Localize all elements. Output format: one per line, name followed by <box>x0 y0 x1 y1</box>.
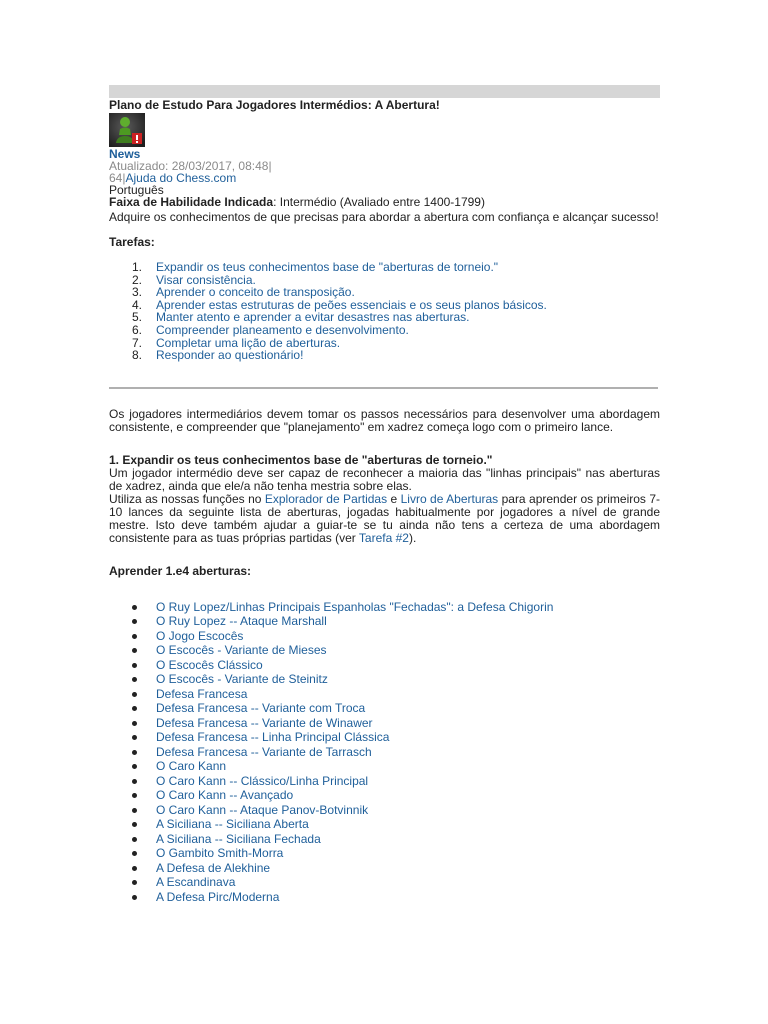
bullet-icon <box>132 735 137 740</box>
bullet-icon <box>132 750 137 755</box>
opening-item <box>109 701 660 716</box>
bullet-icon <box>132 793 137 798</box>
pawn-alert-icon[interactable] <box>109 113 145 147</box>
task2-link[interactable]: Tarefa #2 <box>358 530 409 545</box>
opening-link[interactable]: A Defesa de Alekhine <box>156 860 271 875</box>
task-item: 2. Visar consistência. <box>132 272 256 287</box>
opening-link[interactable]: Defesa Francesa -- Variante de Tarrasch <box>156 744 372 759</box>
bullet-icon <box>132 634 137 639</box>
tasks-heading: Tarefas: <box>109 235 155 249</box>
task-item: 8. Responder ao questionário! <box>132 348 304 363</box>
task-item: 3. Aprender o conceito de transposição. <box>132 285 355 300</box>
intro-paragraph: Os jogadores intermediários devem tomar os passos necessários para desenvolver uma abordagem consistente, e compreender que "planejamento" em xadrez começa logo com o primeiro lance. <box>109 406 660 434</box>
opening-link[interactable]: Defesa Francesa -- Variante de Winawer <box>156 715 373 730</box>
tasks-list <box>109 261 660 362</box>
task-item: 7. Completar uma lição de aberturas. <box>132 335 341 350</box>
article-summary: Adquire os conhecimentos de que precisas para abordar a abertura com confiança e alcançar sucesso! <box>109 210 659 224</box>
opening-item <box>109 745 660 760</box>
author-count: 64| <box>109 171 126 185</box>
task-link[interactable]: Manter atento e aprender a evitar desastres nas aberturas. <box>156 310 470 325</box>
e4-openings-list <box>109 600 660 905</box>
opening-item <box>109 817 660 832</box>
task-link[interactable]: Completar uma lição de aberturas. <box>156 335 341 350</box>
bullet-icon <box>132 895 137 900</box>
opening-link[interactable]: O Ruy Lopez -- Ataque Marshall <box>156 614 327 629</box>
opening-item <box>109 658 660 673</box>
opening-item <box>109 672 660 687</box>
bullet-icon <box>132 866 137 871</box>
task-item: 4. Aprender estas estruturas de peões essenciais e os seus planos básicos. <box>132 297 547 312</box>
language: Português <box>109 183 164 197</box>
opening-link[interactable]: Defesa Francesa -- Linha Principal Clássica <box>156 730 390 745</box>
bullet-icon <box>132 692 137 697</box>
author-link[interactable]: Ajuda do Chess.com <box>125 171 237 185</box>
task-item: 1. Expandir os teus conhecimentos base de "aberturas de torneio." <box>132 260 499 274</box>
opening-item <box>109 600 660 615</box>
bullet-icon <box>132 677 137 682</box>
opening-item <box>109 803 660 818</box>
opening-item <box>109 643 660 658</box>
bullet-icon <box>132 706 137 711</box>
opening-link[interactable]: O Escocês - Variante de Steinitz <box>156 672 328 687</box>
section1-paragraph: Um jogador intermédio deve ser capaz de reconhecer a maioria das "linhas principais" nas aberturas de xadrez, ainda que ele/a não tenha mestria sobre elas. <box>109 465 660 493</box>
task-item: 6. Compreender planeamento e desenvolvimento. <box>132 322 409 337</box>
opening-link[interactable]: O Ruy Lopez/Linhas Principais Espanholas "Fechadas": a Defesa Chigorin <box>156 599 554 614</box>
bullet-icon <box>132 880 137 885</box>
openings-book-link[interactable]: Livro de Aberturas <box>400 491 499 506</box>
opening-item <box>109 890 660 905</box>
opening-item <box>109 716 660 731</box>
task-link[interactable]: Expandir os teus conhecimentos base de "aberturas de torneio." <box>156 260 499 274</box>
section1-heading: 1. Expandir os teus conhecimentos base de "aberturas de torneio." <box>109 452 493 467</box>
opening-link[interactable]: O Caro Kann -- Avançado <box>156 788 294 803</box>
opening-link[interactable]: O Jogo Escocês <box>156 628 244 643</box>
opening-item <box>109 774 660 789</box>
opening-link[interactable]: O Gambito Smith-Morra <box>156 846 284 861</box>
bullet-icon <box>132 619 137 624</box>
bullet-icon <box>132 648 137 653</box>
e4-heading: Aprender 1.e4 aberturas: <box>109 563 252 578</box>
opening-item <box>109 614 660 629</box>
task-item: 5. Manter atento e aprender a evitar desastres nas aberturas. <box>132 310 470 325</box>
opening-item <box>109 730 660 745</box>
bullet-icon <box>132 808 137 813</box>
opening-item <box>109 788 660 803</box>
article <box>109 85 660 904</box>
opening-item <box>109 759 660 774</box>
explorer-paragraph: Utiliza as nossas funções no Explorador de Partidas e Livro de Aberturas para aprender os primeiros 7-10 lances da seguinte lista de aberturas, jogadas habitualmente por jogadores a nível de grande mestre. Isto deve também ajudar a guiar-te se tu ainda não tens a certeza de uma abordagem consistente para as tuas próprias partidas (ver Tarefa #2). <box>109 491 660 545</box>
opening-item <box>109 846 660 861</box>
opening-link[interactable]: A Escandinava <box>156 875 236 890</box>
opening-link[interactable]: O Caro Kann -- Clássico/Linha Principal <box>156 773 369 788</box>
opening-link[interactable]: O Caro Kann <box>156 759 227 774</box>
opening-item <box>109 875 660 890</box>
task-link[interactable]: Compreender planeamento e desenvolvimento. <box>156 322 409 337</box>
opening-link[interactable]: O Escocês Clássico <box>156 657 263 672</box>
bullet-icon <box>132 851 137 856</box>
opening-link[interactable]: O Escocês - Variante de Mieses <box>156 643 327 658</box>
task-link[interactable]: Aprender estas estruturas de peões essenciais e os seus planos básicos. <box>156 297 547 312</box>
skill-label: Faixa de Habilidade Indicada <box>109 195 274 209</box>
opening-item <box>109 832 660 847</box>
bullet-icon <box>132 837 137 842</box>
page-title: Plano de Estudo Para Jogadores Intermédios: A Abertura! <box>109 98 440 112</box>
bullet-icon <box>132 721 137 726</box>
opening-link[interactable]: A Siciliana -- Siciliana Fechada <box>156 831 321 846</box>
opening-item <box>109 629 660 644</box>
opening-link[interactable]: O Caro Kann -- Ataque Panov-Botvinnik <box>156 802 369 817</box>
opening-link[interactable]: Defesa Francesa -- Variante com Troca <box>156 701 366 716</box>
bullet-icon <box>132 779 137 784</box>
opening-link[interactable]: A Siciliana -- Siciliana Aberta <box>156 817 309 832</box>
opening-item <box>109 861 660 876</box>
bullet-icon <box>132 663 137 668</box>
divider <box>109 387 658 389</box>
task-link[interactable]: Visar consistência. <box>156 272 256 287</box>
updated-date: Atualizado: 28/03/2017, 08:48| <box>109 159 272 173</box>
bullet-icon <box>132 764 137 769</box>
bullet-icon <box>132 605 137 610</box>
game-explorer-link[interactable]: Explorador de Partidas <box>264 491 388 506</box>
opening-item <box>109 687 660 702</box>
header-bar <box>109 85 660 98</box>
opening-link[interactable]: A Defesa Pirc/Moderna <box>156 889 280 904</box>
category-link[interactable]: News <box>109 147 141 161</box>
opening-link[interactable]: Defesa Francesa <box>156 686 248 701</box>
task-link[interactable]: Aprender o conceito de transposição. <box>156 285 355 300</box>
skill-value: : Intermédio (Avaliado entre 1400-1799) <box>273 195 485 209</box>
bullet-icon <box>132 822 137 827</box>
task-link[interactable]: Responder ao questionário! <box>156 348 304 363</box>
